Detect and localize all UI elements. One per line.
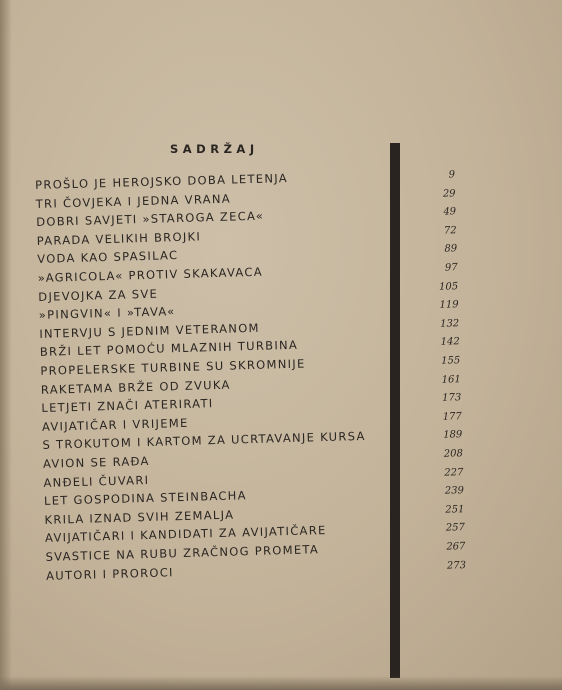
page-gutter-shadow — [0, 0, 12, 690]
toc-entry-title: S TROKUTOM I KARTOM ZA UCRTAVANJE KURSA — [42, 429, 366, 453]
toc-entry-title: BRŽI LET POMOĆU MLAZNIH TURBINA — [39, 338, 299, 360]
toc-entry-title: TRI ČOVJEKA I JEDNA VRANA — [35, 191, 232, 211]
toc-entry-page-number: 177 — [442, 410, 462, 423]
toc-entry-page-number: 239 — [444, 485, 465, 497]
toc-entry-page-number: 89 — [444, 243, 458, 255]
toc-entry-title: AUTORI I PROROCI — [45, 564, 174, 583]
toc-entry-page-number: 189 — [443, 429, 463, 442]
toc-entry-title: LETJETI ZNAČI ATERIRATI — [41, 396, 214, 416]
toc-entry-title: DJEVOJKA ZA SVE — [38, 286, 159, 304]
toc-entry-page-number: 142 — [440, 336, 460, 349]
toc-entry-page-number: 251 — [445, 503, 465, 516]
toc-entry-title: KRILA IZNAD SVIH ZEMALJA — [44, 507, 235, 527]
toc-entry-page-number: 155 — [441, 355, 461, 367]
toc-entry-page-number: 257 — [445, 522, 466, 535]
toc-entry-title: RAKETAMA BRŽE OD ZVUKA — [40, 377, 231, 397]
toc-entry-page-number: 97 — [444, 262, 458, 274]
page-title: SADRŽAJ — [170, 142, 259, 156]
toc-entry-page-number: 49 — [443, 206, 457, 218]
toc-entry-title: DOBRI SAVJETI »STAROGA ZECA« — [36, 208, 265, 230]
toc-entry-title: AVION SE RAĐA — [42, 453, 150, 471]
page-bottom-edge — [0, 676, 562, 690]
toc-entry-title: PROPELERSKE TURBINE SU SKROMNIJE — [40, 356, 306, 378]
toc-entry-title: INTERVJU S JEDNIM VETERANOM — [39, 320, 260, 341]
toc-entry-page-number: 161 — [441, 373, 461, 386]
toc-entry-title: PARADA VELIKIH BROJKI — [36, 229, 202, 248]
toc-entry-page-number: 267 — [446, 541, 466, 553]
toc-entry-page-number: 132 — [439, 318, 460, 330]
toc-entry-page-number: 173 — [442, 392, 462, 404]
toc-entry-page-number: 29 — [442, 187, 456, 200]
toc-entry-title: AVIJATIČAR I VRIJEME — [41, 415, 189, 434]
toc-entry-page-number: 105 — [438, 280, 459, 293]
toc-entry-page-number: 273 — [446, 559, 467, 572]
toc-entry-title: »AGRICOLA« PROTIV SKAKAVACA — [37, 264, 264, 285]
table-of-contents — [35, 166, 487, 608]
toc-entry-page-number: 227 — [444, 466, 464, 479]
toc-entry-title: SVASTICE NA RUBU ZRAČNOG PROMETA — [45, 542, 320, 564]
toc-entry-title: »PINGVIN« I »TAVA« — [38, 304, 176, 323]
toc-entry-page-number: 119 — [439, 299, 459, 311]
toc-entry-page-number: 72 — [443, 225, 457, 237]
toc-entry-page-number: 9 — [448, 169, 456, 181]
toc-entry-title: PROŠLO JE HEROJSKO DOBA LETENJA — [35, 170, 289, 192]
toc-entry-title: VODA KAO SPASILAC — [37, 248, 179, 267]
toc-entry-title: AVIJATIČARI I KANDIDATI ZA AVIJATIČARE — [44, 523, 327, 546]
toc-entry-title: LET GOSPODINA STEINBACHA — [43, 488, 247, 509]
toc-entry-page-number: 208 — [443, 448, 464, 460]
toc-entry-title: ANĐELI ČUVARI — [43, 472, 150, 490]
